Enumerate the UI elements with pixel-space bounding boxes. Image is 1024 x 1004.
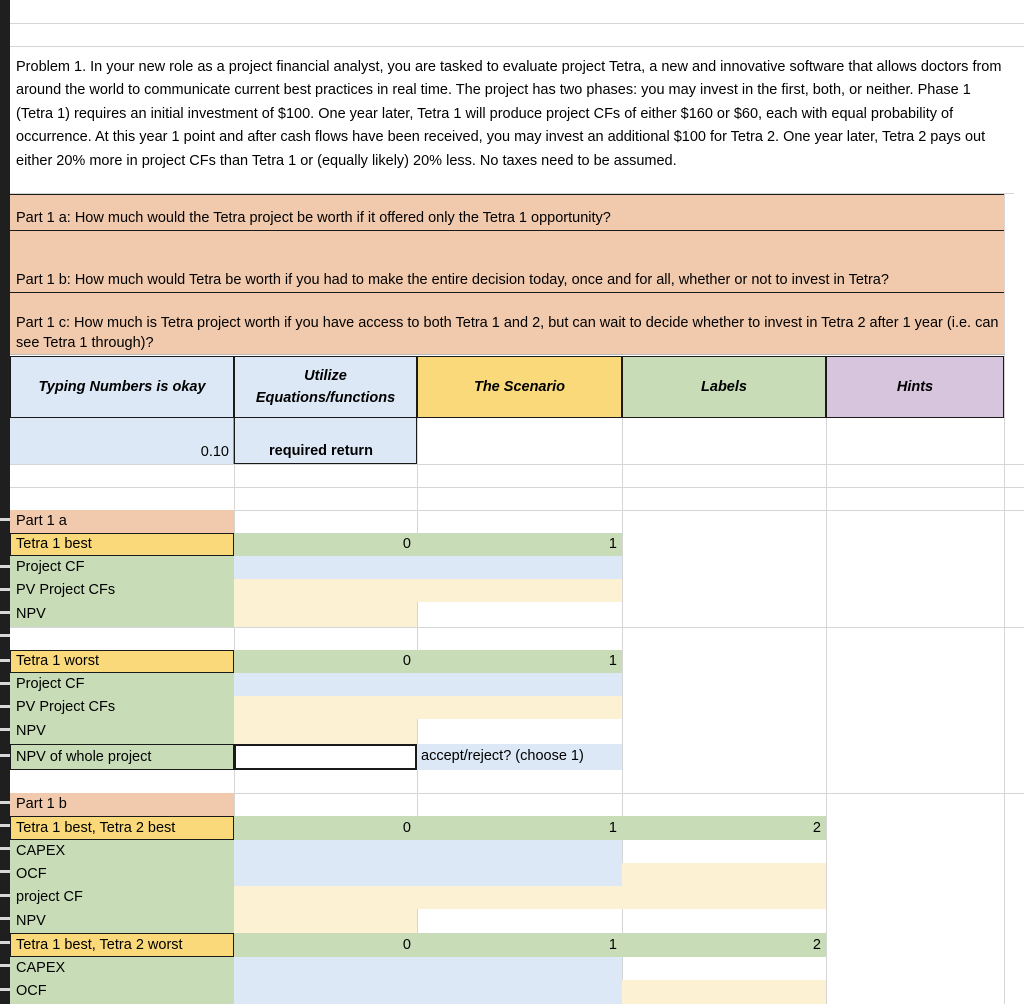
legend-scenario-label: The Scenario	[473, 379, 566, 395]
part-1a-label-cell	[10, 510, 234, 533]
year-1: 1	[608, 536, 617, 552]
gridline	[826, 418, 827, 1004]
pv-cfs-cell	[10, 579, 234, 602]
capex-cell	[10, 957, 234, 980]
capex-input[interactable]	[234, 957, 622, 980]
part-b-question-cell[interactable]	[10, 231, 1004, 293]
ocf-cell	[10, 980, 234, 1004]
capex-cell	[10, 840, 234, 863]
project-cf-cell	[10, 886, 234, 909]
row-marker	[0, 894, 10, 897]
row-marker	[0, 565, 10, 568]
gridline	[10, 464, 1024, 465]
year-1: 1	[608, 937, 617, 953]
project-cf-input[interactable]	[234, 556, 622, 579]
part-1b-label: Part 1 b	[16, 796, 67, 812]
year-0: 0	[402, 820, 411, 836]
gridline	[10, 627, 1024, 628]
accept-reject-cell[interactable]	[417, 744, 622, 770]
project-cf-cell	[10, 673, 234, 696]
gridline	[10, 487, 1024, 488]
row-marker	[0, 588, 10, 591]
row-marker	[0, 682, 10, 685]
project-cf-input[interactable]	[234, 886, 826, 909]
ocf-input-year2[interactable]	[622, 863, 826, 886]
npv-whole-label: NPV of whole project	[16, 749, 152, 765]
year-1: 1	[608, 653, 617, 669]
year-0: 0	[402, 653, 411, 669]
ocf-label: OCF	[16, 983, 47, 999]
row-marker	[0, 824, 10, 827]
tetra1-worst-cell[interactable]	[10, 650, 234, 673]
pv-cfs-input[interactable]	[234, 696, 622, 719]
part-1b-label-cell	[10, 793, 234, 816]
project-cf-input[interactable]	[234, 673, 622, 696]
best-worst-label: Tetra 1 best, Tetra 2 worst	[16, 937, 183, 953]
best-best-cell[interactable]	[10, 816, 234, 840]
legend-typing-label: Typing Numbers is okay	[38, 379, 206, 395]
legend-equations-line2: Equations/functions	[255, 390, 396, 406]
gridline	[10, 23, 1024, 24]
tetra1-best-years[interactable]	[234, 533, 622, 556]
row-marker	[0, 941, 10, 944]
npv-cell	[10, 719, 234, 744]
npv-input[interactable]	[234, 719, 417, 744]
row-marker	[0, 518, 10, 521]
legend-equations	[234, 356, 417, 418]
year-2: 2	[812, 820, 821, 836]
gridline	[622, 418, 623, 1004]
npv-input[interactable]	[234, 909, 417, 933]
best-worst-cell[interactable]	[10, 933, 234, 957]
part-c-question: Part 1 c: How much is Tetra project worth if you have access to both Tetra 1 and 2, but can wait to decide whether to invest in Tetra 2 after 1 year (i.e. can see Tetra 1 through)?	[16, 315, 999, 351]
legend-typing	[10, 356, 234, 418]
problem-text: Problem 1. In your new role as a project financial analyst, you are tasked to evaluate project Tetra, a new and innovative software that allows doctors from around the world to communicate current best practices in real time. The project has two phases: you may invest in the first, both, or neither. Phase 1 (Tetra 1) requires an initial investment of $100. One year later, Tetra 1 will produce project CFs of either $160 or $60, each with equal probability of occurrence. At this year 1 point and after cash flows have been received, you may invest an additional $100 for Tetra 2. One year later, Tetra 2 pays out either 20% more in project CFs than Tetra 1 or (equally likely) 20% less. No taxes need to be assumed.	[16, 59, 1002, 169]
row-marker	[0, 754, 10, 757]
project-cf-cell	[10, 556, 234, 579]
legend-scenario	[417, 356, 622, 418]
tetra1-best-cell[interactable]	[10, 533, 234, 556]
npv-whole-input[interactable]	[234, 744, 417, 770]
year-0: 0	[402, 536, 411, 552]
tetra1-worst-label: Tetra 1 worst	[16, 653, 99, 669]
row-marker	[0, 964, 10, 967]
row-marker	[0, 705, 10, 708]
npv-whole-cell	[10, 744, 234, 770]
year-2: 2	[812, 937, 821, 953]
part-a-question: Part 1 a: How much would the Tetra project be worth if it offered only the Tetra 1 opportunity?	[16, 210, 611, 226]
ocf-label: OCF	[16, 866, 47, 882]
row-marker	[0, 801, 10, 804]
npv-label: NPV	[16, 913, 46, 929]
npv-label: NPV	[16, 723, 46, 739]
pv-cfs-label: PV Project CFs	[16, 699, 116, 715]
rate-label-cell	[234, 418, 417, 464]
legend-labels	[622, 356, 826, 418]
row-marker	[0, 611, 10, 614]
pv-cfs-cell	[10, 696, 234, 719]
pv-cfs-input[interactable]	[234, 579, 622, 602]
legend-hints-label: Hints	[896, 379, 934, 395]
rate-label: required return	[269, 443, 373, 459]
npv-input[interactable]	[234, 602, 417, 627]
gridline	[10, 46, 1024, 47]
row-marker	[0, 870, 10, 873]
legend-hints	[826, 356, 1004, 418]
capex-label: CAPEX	[16, 843, 66, 859]
tetra1-best-label: Tetra 1 best	[16, 536, 92, 552]
best-worst-years[interactable]	[234, 933, 826, 957]
ocf-cell	[10, 863, 234, 886]
capex-input[interactable]	[234, 840, 622, 863]
project-cf-label: Project CF	[16, 559, 85, 575]
project-cf-label: Project CF	[16, 676, 85, 692]
year-1: 1	[608, 820, 617, 836]
project-cf-label: project CF	[16, 889, 83, 905]
part-b-question: Part 1 b: How much would Tetra be worth if you had to make the entire decision today, once and for all, whether or not to invest in Tetra?	[16, 272, 889, 288]
part-1a-label: Part 1 a	[16, 513, 67, 529]
capex-label: CAPEX	[16, 960, 66, 976]
npv-cell	[10, 909, 234, 933]
legend-labels-label: Labels	[701, 379, 747, 395]
row-marker	[0, 847, 10, 850]
row-marker	[0, 917, 10, 920]
npv-cell	[10, 602, 234, 627]
part-a-question-cell[interactable]	[10, 194, 1004, 231]
gridline	[1004, 194, 1005, 1004]
row-header-strip	[0, 0, 10, 1004]
problem-cell[interactable]	[10, 52, 1014, 194]
row-marker	[0, 659, 10, 662]
best-best-label: Tetra 1 best, Tetra 2 best	[16, 820, 176, 836]
rate-input-cell[interactable]	[10, 418, 234, 464]
best-best-years[interactable]	[234, 816, 826, 840]
rate-value: 0.10	[200, 444, 229, 460]
accept-reject-label: accept/reject? (choose 1)	[421, 748, 584, 764]
row-marker	[0, 728, 10, 731]
year-0: 0	[402, 937, 411, 953]
row-marker	[0, 988, 10, 991]
legend-equations-line1: Utilize	[304, 368, 347, 384]
ocf-input-year2[interactable]	[622, 980, 826, 1004]
ocf-input[interactable]	[234, 863, 622, 886]
part-c-question-cell[interactable]	[10, 293, 1004, 355]
npv-label: NPV	[16, 606, 46, 622]
tetra1-worst-years[interactable]	[234, 650, 622, 673]
row-marker	[0, 634, 10, 637]
pv-cfs-label: PV Project CFs	[16, 582, 116, 598]
ocf-input[interactable]	[234, 980, 622, 1004]
